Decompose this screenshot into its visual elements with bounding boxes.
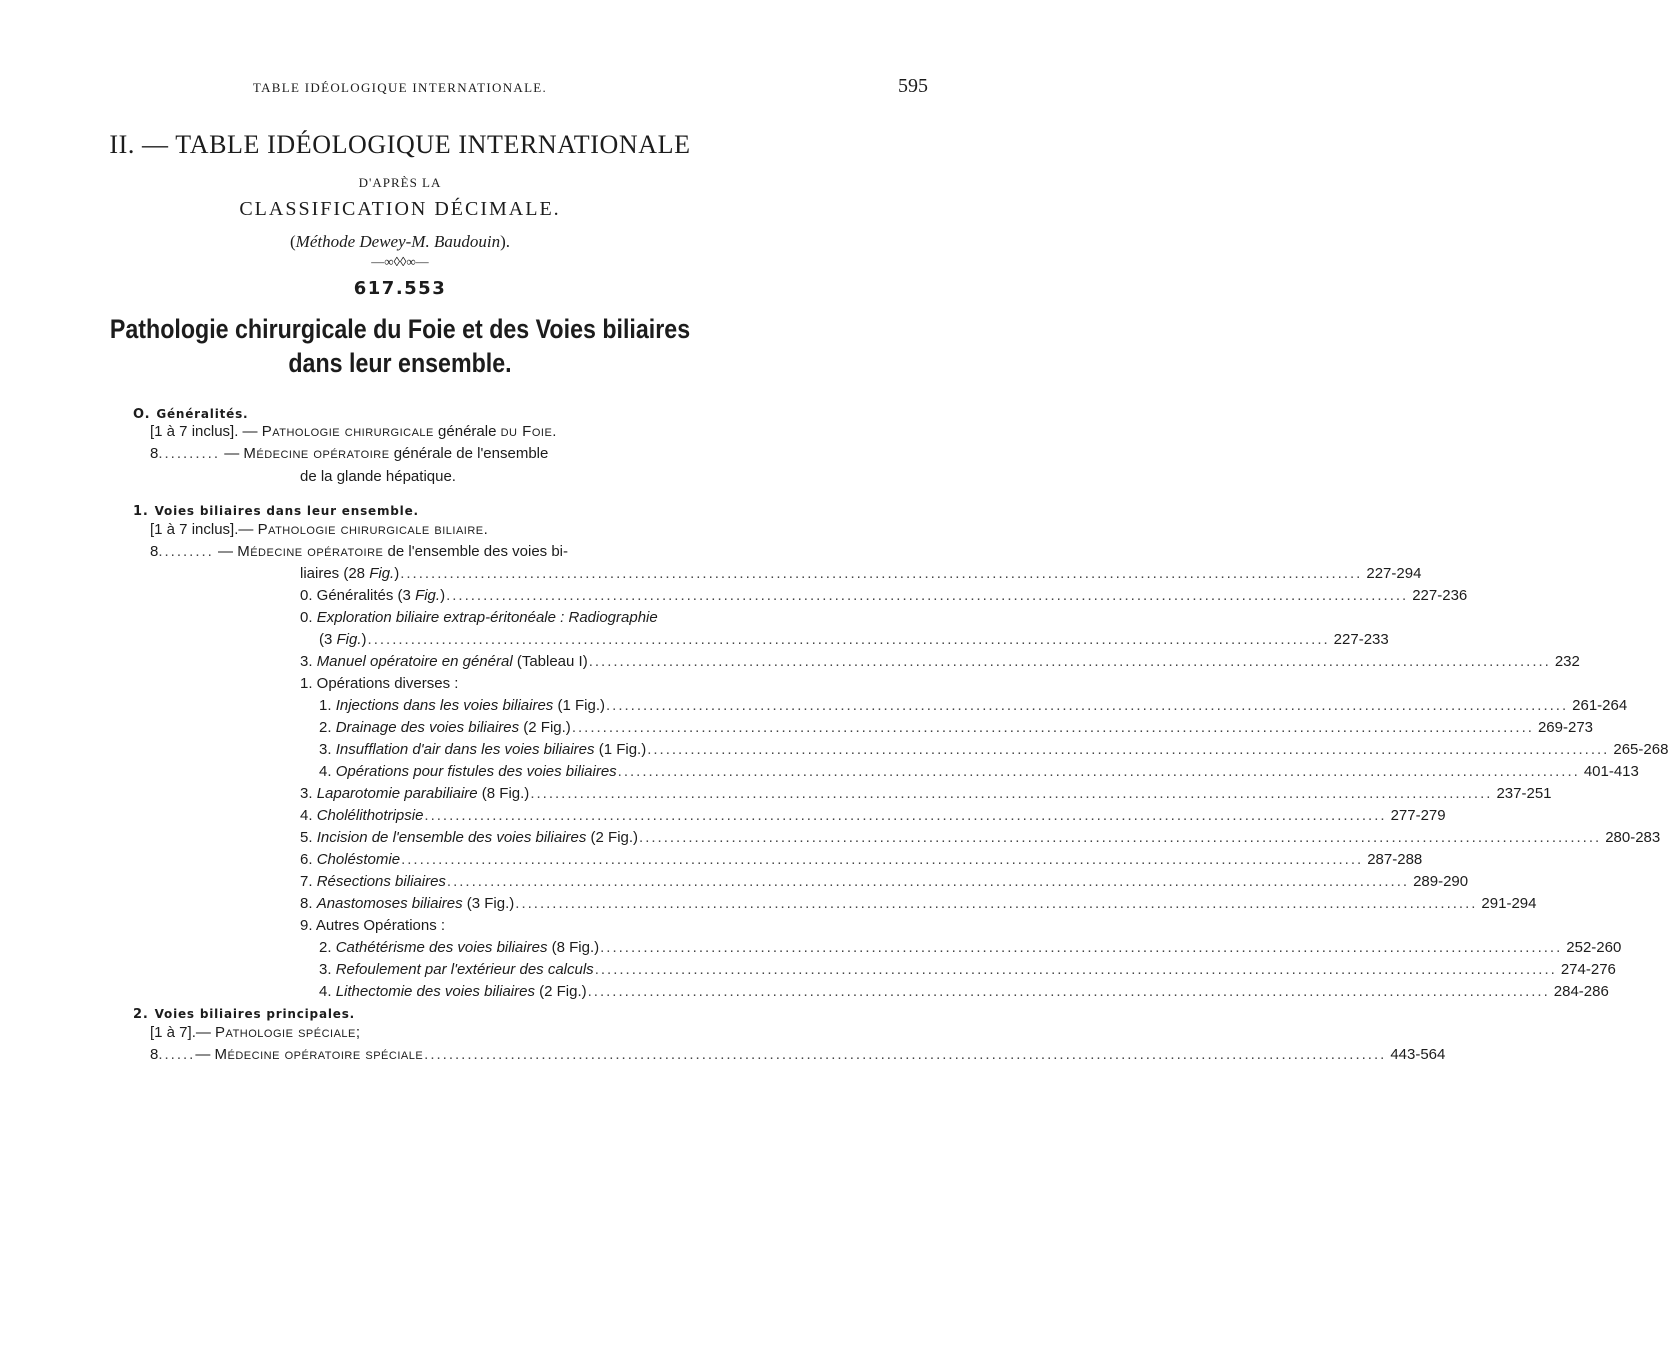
entry-row bbox=[319, 937, 1622, 959]
entry-pre: 4. bbox=[319, 763, 336, 780]
entry-row bbox=[300, 827, 1661, 849]
method-name: Méthode Dewey-M. Baudouin bbox=[295, 232, 501, 251]
leader-dots bbox=[400, 563, 1362, 585]
leader-dots bbox=[572, 717, 1534, 739]
leader-dots bbox=[589, 651, 1551, 673]
page-range: 227-236 bbox=[1412, 587, 1468, 604]
classification-code: 617.553 bbox=[353, 278, 447, 299]
entry-row bbox=[300, 607, 709, 629]
entry-text bbox=[300, 915, 445, 937]
entry-row bbox=[319, 761, 1639, 783]
entry-it: Choléstomie bbox=[316, 851, 401, 868]
entry-text bbox=[300, 805, 423, 827]
page-range: 287-288 bbox=[1367, 851, 1423, 868]
running-head-text: TABLE IDÉOLOGIQUE INTERNATIONALE. bbox=[252, 80, 548, 95]
entry-pre: 8. bbox=[300, 895, 317, 912]
entry-text bbox=[319, 695, 605, 717]
entry-pre: 4. bbox=[319, 983, 336, 1000]
page-range: 227-233 bbox=[1333, 631, 1389, 648]
page-range: 277-279 bbox=[1390, 807, 1446, 824]
section-1-row-1 bbox=[150, 519, 488, 541]
entry-post: (2 Fig.) bbox=[534, 983, 587, 1000]
text: ) bbox=[394, 565, 400, 582]
entry-it: Fig. bbox=[336, 631, 362, 648]
small-caps-text: Pathologie chirurgicale biliaire. bbox=[257, 521, 489, 538]
ref: [1 à 7 inclus]. — bbox=[150, 423, 262, 440]
page-range: 443-564 bbox=[1390, 1046, 1446, 1063]
entry-row bbox=[300, 651, 1580, 673]
leader-dots bbox=[447, 871, 1409, 893]
text: de l'ensemble des voies bi- bbox=[383, 543, 569, 560]
section-0-number: O. bbox=[133, 407, 151, 422]
entry-post: (8 Fig.) bbox=[547, 939, 600, 956]
leader-dots bbox=[647, 739, 1609, 761]
entry-post: (1 Fig.) bbox=[594, 741, 647, 758]
leader-dots bbox=[595, 959, 1557, 981]
entry-pre: 3. bbox=[300, 653, 317, 670]
entry-text bbox=[300, 585, 445, 607]
ref: [1 à 7].— bbox=[150, 1024, 216, 1041]
leader-dots bbox=[515, 893, 1477, 915]
leader-dots bbox=[606, 695, 1568, 717]
entry-pre: 3. bbox=[319, 961, 336, 978]
ornament-divider: —∞◊◊∞— bbox=[371, 254, 429, 269]
entry-it: Anastomoses biliaires bbox=[316, 895, 463, 912]
leader-dots bbox=[424, 1044, 1386, 1066]
page-range: 261-264 bbox=[1572, 697, 1628, 714]
section-0-heading bbox=[133, 407, 248, 422]
entry-pre: 3. bbox=[300, 785, 317, 802]
entry-text bbox=[300, 827, 638, 849]
entry-pre: (3 bbox=[319, 631, 337, 648]
leader-dots: ......... bbox=[158, 543, 214, 560]
leader-dots bbox=[401, 849, 1363, 871]
entry-row bbox=[319, 629, 1389, 651]
entry-pre: 1. bbox=[319, 697, 336, 714]
leader-dots bbox=[530, 783, 1492, 805]
leader-dots bbox=[618, 761, 1580, 783]
main-title: II. — TABLE IDÉOLOGIQUE INTERNATIONALE bbox=[109, 130, 691, 159]
entry-pre: 2. bbox=[319, 939, 336, 956]
text: générale de l'ensemble bbox=[389, 445, 549, 462]
entry-text bbox=[319, 739, 646, 761]
entry-pre: 5. bbox=[300, 829, 317, 846]
subject-title-line1: Pathologie chirurgicale du Foie et des Voies biliaires bbox=[109, 314, 691, 344]
entry-it: Manuel opératoire en général bbox=[316, 653, 513, 670]
leader-dots bbox=[600, 937, 1562, 959]
entry-text bbox=[300, 783, 529, 805]
entry-it: Laparotomie parabiliaire bbox=[316, 785, 478, 802]
section-2-title: Voies biliaires principales. bbox=[154, 1007, 355, 1021]
ref: 8 bbox=[150, 543, 159, 560]
entry-it: Refoulement par l'extérieur des calculs bbox=[335, 961, 594, 978]
text: ; bbox=[355, 1024, 361, 1041]
entry-row bbox=[319, 739, 1668, 761]
method-close: ). bbox=[500, 232, 510, 251]
leader-dots bbox=[368, 629, 1330, 651]
entry-post: (3 Fig.) bbox=[462, 895, 515, 912]
text: générale bbox=[433, 423, 501, 440]
entry-row bbox=[300, 915, 709, 937]
section-0-row-2-cont: de la glande hépatique. bbox=[300, 468, 456, 485]
entry-row bbox=[300, 673, 709, 695]
entry-pre: 6. bbox=[300, 851, 317, 868]
entry-pre: 7. bbox=[300, 873, 317, 890]
leader-dots bbox=[639, 827, 1601, 849]
entry-text bbox=[150, 1044, 423, 1066]
entry-it: Lithectomie des voies biliaires bbox=[335, 983, 535, 1000]
entry-post: (2 Fig.) bbox=[519, 719, 571, 736]
small-caps-text: du bbox=[500, 423, 518, 440]
entry-it: Insufflation d'air dans les voies biliaires bbox=[335, 741, 595, 758]
ref: 8 bbox=[150, 445, 159, 462]
section-2-heading bbox=[133, 1007, 355, 1022]
entry-text bbox=[319, 629, 367, 651]
entry-post: (Tableau I) bbox=[512, 653, 588, 670]
page-range: 232 bbox=[1554, 653, 1580, 670]
text: liaires (28 bbox=[300, 565, 370, 582]
subject-title-line2: dans leur ensemble. bbox=[288, 348, 512, 378]
section-2-row-1 bbox=[150, 1022, 360, 1044]
entry-text bbox=[319, 937, 599, 959]
separator: — bbox=[213, 543, 238, 560]
small-caps-text: Médecine opératoire bbox=[237, 543, 384, 560]
title-apres: D'APRÈS LA bbox=[358, 175, 442, 190]
entry-it: Opérations pour fistules des voies biliaires bbox=[335, 763, 617, 780]
entry-pre: 0. bbox=[300, 609, 317, 626]
leader-dots bbox=[424, 805, 1386, 827]
page-range: 265-268 bbox=[1613, 741, 1668, 758]
entry-it: Exploration biliaire extrap-éritonéale : Radiographie bbox=[316, 609, 658, 626]
entry-post: (8 Fig.) bbox=[477, 785, 530, 802]
section-0-row-1 bbox=[150, 421, 557, 443]
separator: — bbox=[220, 445, 244, 462]
page-number: 595 bbox=[898, 75, 928, 97]
leader-dots bbox=[446, 585, 1408, 607]
entry-text bbox=[319, 981, 587, 1003]
entry-text bbox=[300, 607, 658, 629]
page-range: 252-260 bbox=[1566, 939, 1622, 956]
entry-row bbox=[319, 695, 1628, 717]
entry-pre: 0. Généralités (3 bbox=[300, 587, 416, 604]
leader-dots: ...... bbox=[158, 1046, 196, 1063]
section-2-row-2 bbox=[150, 1044, 1446, 1066]
entry-row bbox=[300, 849, 1423, 871]
page-range: 274-276 bbox=[1560, 961, 1616, 978]
entry-it: Fig. bbox=[415, 587, 441, 604]
entry-text bbox=[319, 761, 617, 783]
entry-it: Incision de l'ensemble des voies biliaires bbox=[316, 829, 587, 846]
title-method bbox=[0, 232, 800, 252]
section-0-title: Généralités. bbox=[156, 407, 249, 421]
entry-it: Injections dans les voies biliaires bbox=[335, 697, 554, 714]
entry-text bbox=[319, 717, 571, 739]
entry-text bbox=[300, 893, 514, 915]
entry-row bbox=[300, 805, 1446, 827]
method-open: ( bbox=[289, 232, 296, 251]
entry-it: Résections biliaires bbox=[316, 873, 446, 890]
section-0-row-2 bbox=[150, 443, 548, 465]
section-1-row-2 bbox=[150, 541, 568, 563]
entry-it: Cholélithotripsie bbox=[316, 807, 424, 824]
entry-post: ) bbox=[440, 587, 446, 604]
page-range: 289-290 bbox=[1413, 873, 1469, 890]
text: Fig. bbox=[369, 565, 395, 582]
section-1-title: Voies biliaires dans leur ensemble. bbox=[154, 504, 419, 518]
entry-row bbox=[300, 783, 1552, 805]
entry-post: (1 Fig.) bbox=[553, 697, 605, 714]
small-caps-text: Pathologie chirurgicale bbox=[261, 423, 434, 440]
entry-row bbox=[300, 871, 1469, 893]
entry-pre: 3. bbox=[319, 741, 336, 758]
section-1-heading bbox=[133, 504, 419, 519]
entry-text bbox=[300, 673, 458, 695]
leader-dots bbox=[588, 981, 1550, 1003]
entry-post: ) bbox=[361, 631, 367, 648]
page-range: 291-294 bbox=[1481, 895, 1537, 912]
section-1-number: 1. bbox=[133, 504, 149, 519]
entry-it: Cathétérisme des voies biliaires bbox=[335, 939, 548, 956]
entry-text bbox=[300, 651, 588, 673]
page-range: 401-413 bbox=[1583, 763, 1639, 780]
page-range: 280-283 bbox=[1605, 829, 1661, 846]
page-range: 284-286 bbox=[1553, 983, 1609, 1000]
entry-row bbox=[319, 717, 1594, 739]
entry-row bbox=[319, 981, 1609, 1003]
entry-row bbox=[300, 893, 1537, 915]
entry-text bbox=[300, 871, 446, 893]
entry-pre: 2. bbox=[319, 719, 336, 736]
page-range: 269-273 bbox=[1537, 719, 1594, 736]
running-head bbox=[0, 75, 928, 97]
entry-text bbox=[319, 959, 594, 981]
small-caps-text: Pathologie spéciale bbox=[215, 1024, 356, 1041]
entry-pre: 9. Autres Opérations : bbox=[300, 917, 446, 934]
title-classification: CLASSIFICATION DÉCIMALE. bbox=[239, 198, 561, 220]
entry-text bbox=[300, 563, 399, 585]
page-range: 237-251 bbox=[1496, 785, 1552, 802]
section-2-number: 2. bbox=[133, 1007, 149, 1022]
small-caps-text: Médecine opératoire spéciale bbox=[214, 1046, 424, 1063]
entry-pre: 4. bbox=[300, 807, 317, 824]
separator: — bbox=[195, 1046, 215, 1063]
entry-it: Drainage des voies biliaires bbox=[335, 719, 520, 736]
ref: [1 à 7 inclus].— bbox=[150, 521, 258, 538]
entry-row bbox=[319, 959, 1616, 981]
entry-text bbox=[300, 849, 400, 871]
entry-pre: 1. Opérations diverses : bbox=[300, 675, 459, 692]
small-caps-text: Médecine opératoire bbox=[243, 445, 390, 462]
page-range: 227-294 bbox=[1366, 565, 1422, 582]
entry-post: (2 Fig.) bbox=[586, 829, 639, 846]
leader-dots: .......... bbox=[158, 445, 221, 462]
entry-row bbox=[300, 585, 1468, 607]
section-1-row-2-cont bbox=[300, 563, 1422, 585]
small-caps-text: Foie. bbox=[517, 423, 557, 440]
ref: 8 bbox=[150, 1046, 159, 1063]
